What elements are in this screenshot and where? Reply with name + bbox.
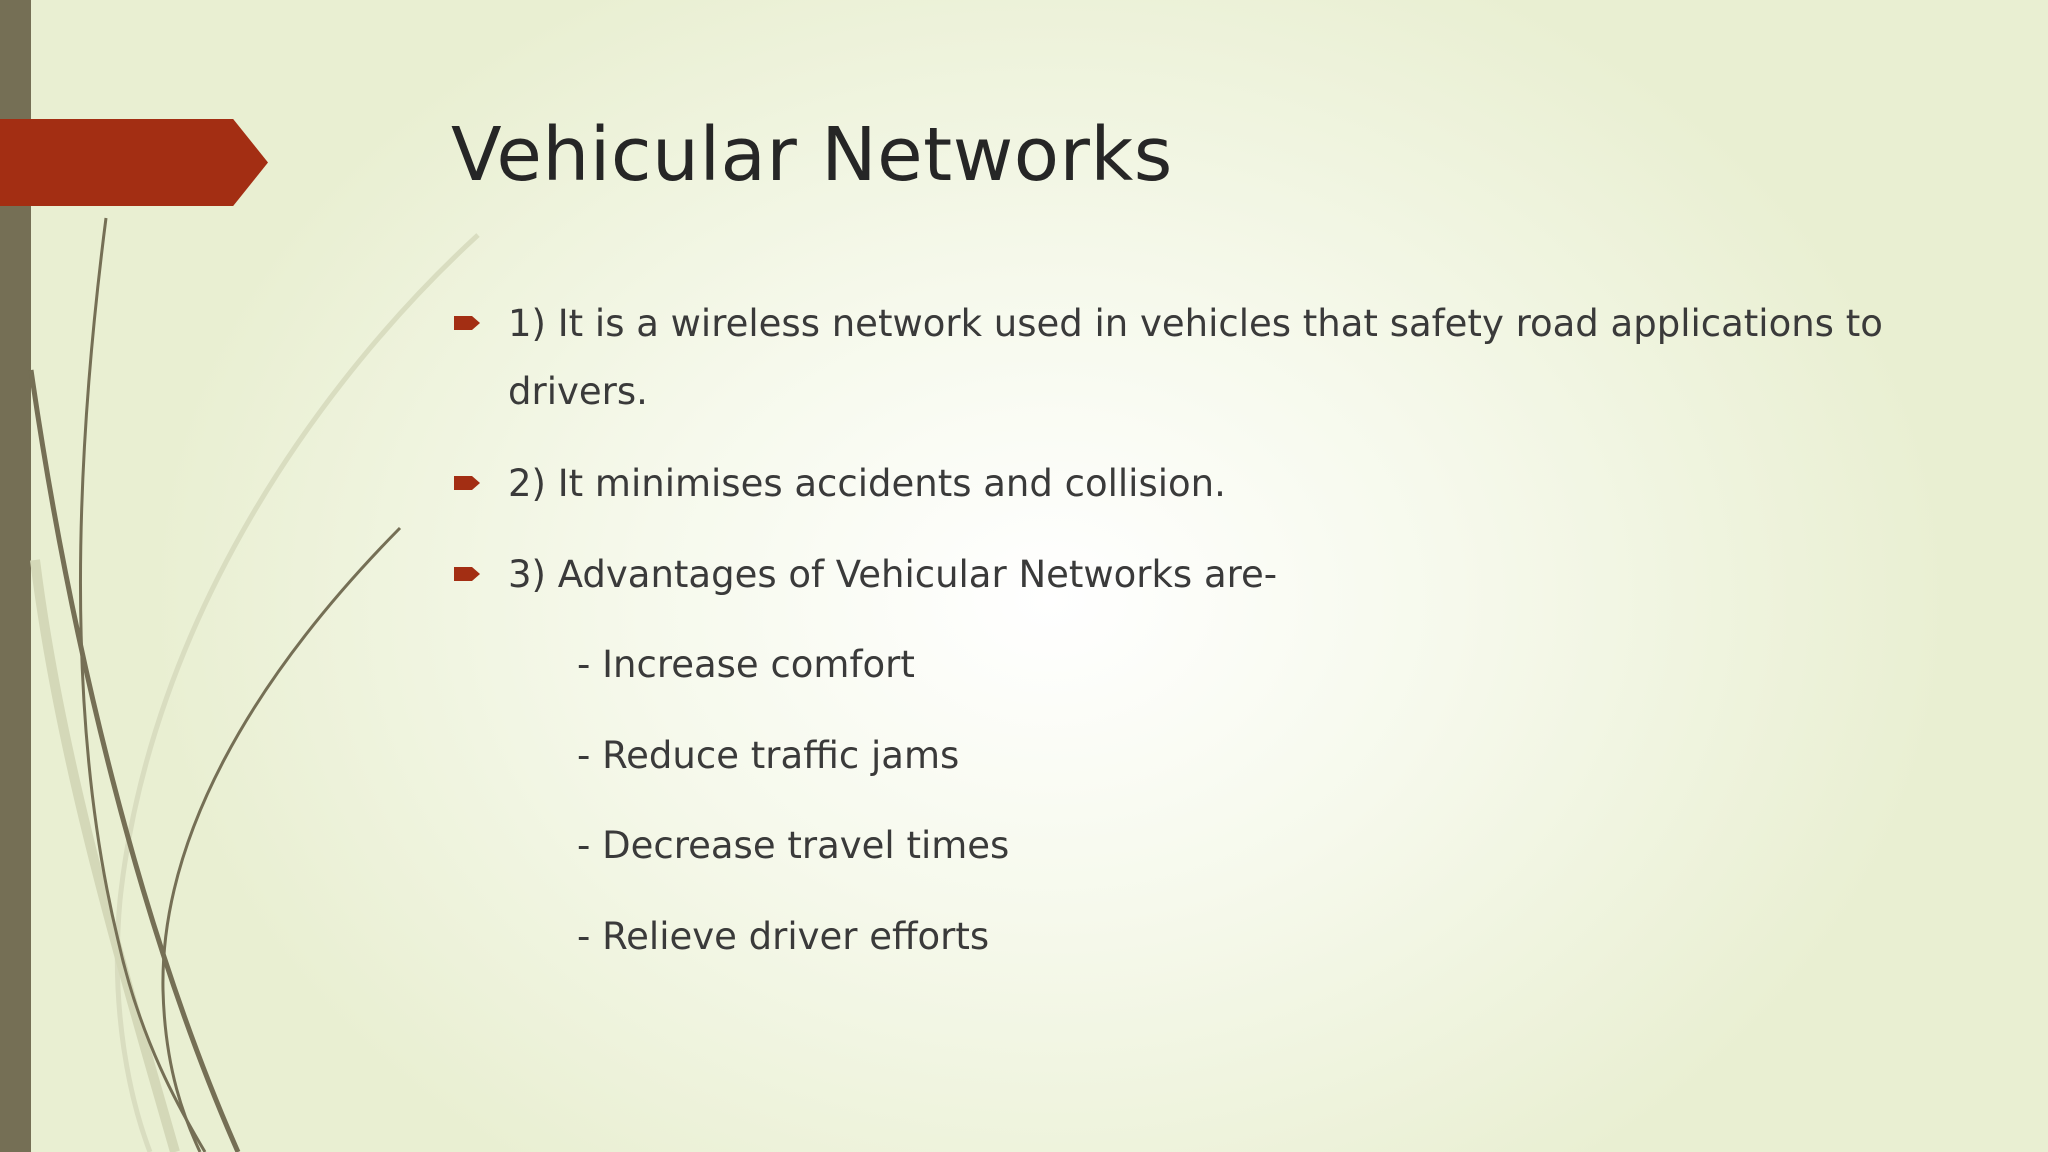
sub-item-3: - Decrease travel times (577, 824, 1010, 867)
curve-dark-1 (80, 218, 205, 1152)
arrow-bullet-icon (454, 565, 480, 583)
curve-light-1 (117, 235, 478, 1152)
bullet-item-2 (451, 450, 1891, 518)
curve-light-2 (35, 560, 175, 1152)
bullet-item-3 (451, 541, 1891, 609)
title-flag-shape (0, 119, 268, 206)
bullet-text: 2) It minimises accidents and collision. (508, 462, 1226, 505)
sub-item-1: - Increase comfort (577, 643, 915, 686)
curve-dark-2 (31, 370, 238, 1152)
bullet-text: 1) It is a wireless network used in vehicles that safety road applications to drivers. (508, 302, 1883, 413)
sub-item-2: - Reduce traffic jams (577, 734, 960, 777)
arrow-bullet-icon (454, 474, 480, 492)
bullet-item-1 (451, 290, 1891, 426)
slide-title: Vehicular Networks (451, 112, 1173, 198)
sub-item-4: - Relieve driver efforts (577, 915, 990, 958)
arrow-bullet-icon (454, 314, 480, 332)
bullet-text: 3) Advantages of Vehicular Networks are- (508, 553, 1278, 596)
